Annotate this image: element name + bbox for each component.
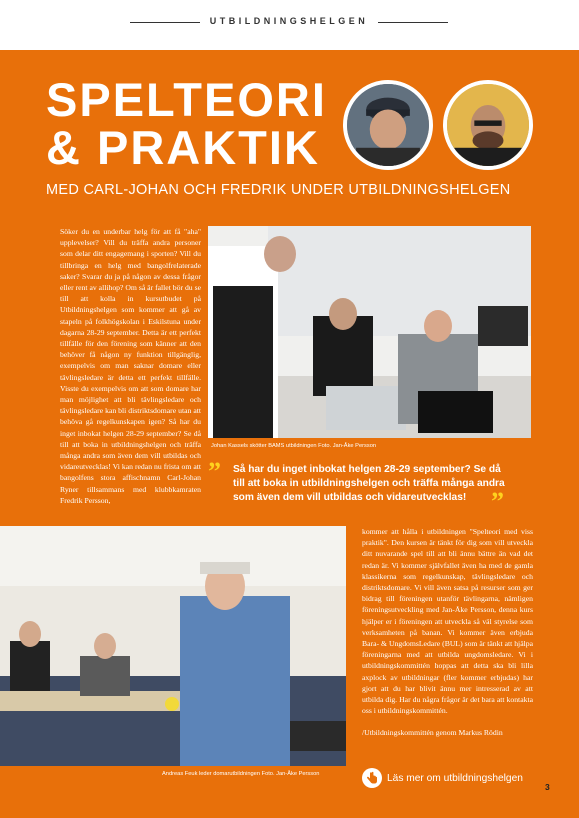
portrait-fredrik-image — [447, 84, 529, 166]
hand-pointer-icon — [362, 768, 382, 788]
article-body-column-1: Söker du en underbar helg för att få "aha" upplevelser? Vill du träffa andra personer som delar ditt engagemang i sporten? Vill du tillbringa en helg med bangolfrelaterade saker? Svarar du ja på någon av dessa frågor eller rent av allihop? Om så är fallet bör du se till att kolla in kursutbudet på Utbildningshelgen som kommer att gå av stapeln på folkhögskolan i Eskilstuna under dagarna 28-29 september. Detta är ett perfekt tillfälle för den förening som känner att den behöver få någon ny funktion tillgänglig, exempelvis om man saknar domare eller tävlingsledare är detta ett perfekt tillfälle. Visste du exempelvis om att som domare har man möjlighet att bli tävlingsledare och tävlingsledare kan bli distriktsdomare utan att behöva gå regelkunskapen igen? Så har du inget inbokat helgen 28-29 september? Se då till att boka in utbildningshelgen och träffa många andra som även dem vill utbildas och vidareutvecklas! Vi kan redan nu frista om att bangolfens stora affischnamn Carl-Johan Ryner tillsammans med klubbkamraten Fredrik Persson, — [60, 227, 201, 505]
banner-rule-left — [130, 22, 200, 23]
article-title: SPELTEORI & PRAKTIK — [46, 73, 327, 174]
article-signature: /Utbildningskommittén genom Markus Rödin — [362, 728, 503, 738]
portrait-carl-johan — [343, 80, 433, 170]
portrait-fredrik — [443, 80, 533, 170]
read-more-label[interactable]: Läs mer om utbildningshelgen — [387, 772, 523, 784]
section-kicker: UTBILDNINGSHELGEN — [209, 16, 369, 26]
portrait-carl-johan-image — [347, 84, 429, 166]
top-banner — [0, 0, 579, 50]
quote-close-icon: ” — [491, 487, 504, 516]
column-2-text: kommer att hålla i utbildningen "Spelteori med viss praktik". Den kursen är tänkt för dig som vill utveckla ditt nuvarande spel till att bli ännu bättre än vad det redan är. Vi kommer självfallet även ha med de gamla klassikerna som regelkunskap, tävlingsledare och distriktsdomare. Vi vill även satsa på resurser som ger bidrag till föreningen utanför tävlingarna, nämligen föreningsutveckling med Jan-Åke Persson, denna kurs hjälper er i föreningen att utveckla så väl styrelse som verksamheten på banan. Vi kommer även erbjuda Bara- & UngdomsLedare (BUL) som är tänkt att hjälpa föreningarna med att utbilda ungdomsledare. Vi i utbildningskommittén hoppas att detta ska bli lilla axplock av utbildningar (fler kommer erbjudas) har gjort att du har blivit ännu mer intresserad av att utbilda dig. Har du några frågor är det bara att kontakta oss i utbildningskommittén. — [362, 527, 533, 716]
photo-bams-training — [208, 226, 531, 438]
article-subtitle: MED CARL-JOHAN OCH FREDRIK UNDER UTBILDNINGSHELGEN — [46, 182, 511, 198]
banner-rule-right — [378, 22, 448, 23]
photo-caption-1: Johan Kassels skötter BAMS utbildningen Foto. Jan-Åke Persson — [211, 443, 377, 449]
read-more-link[interactable] — [362, 767, 523, 789]
page-number: 3 — [545, 782, 550, 792]
photo-referee-training — [0, 526, 346, 766]
pull-quote-text: Så har du inget inbokat helgen 28-29 september? Se då till att boka in utbildningshelgen och träffa många andra som även dem vill utbildas och vidareutvecklas! — [233, 464, 505, 503]
article-body-column-2 — [362, 526, 533, 739]
quote-open-icon: ” — [208, 457, 221, 486]
photo-caption-2: Andreas Feuk leder domarutbildningen Foto. Jan-Åke Persson — [162, 771, 320, 777]
